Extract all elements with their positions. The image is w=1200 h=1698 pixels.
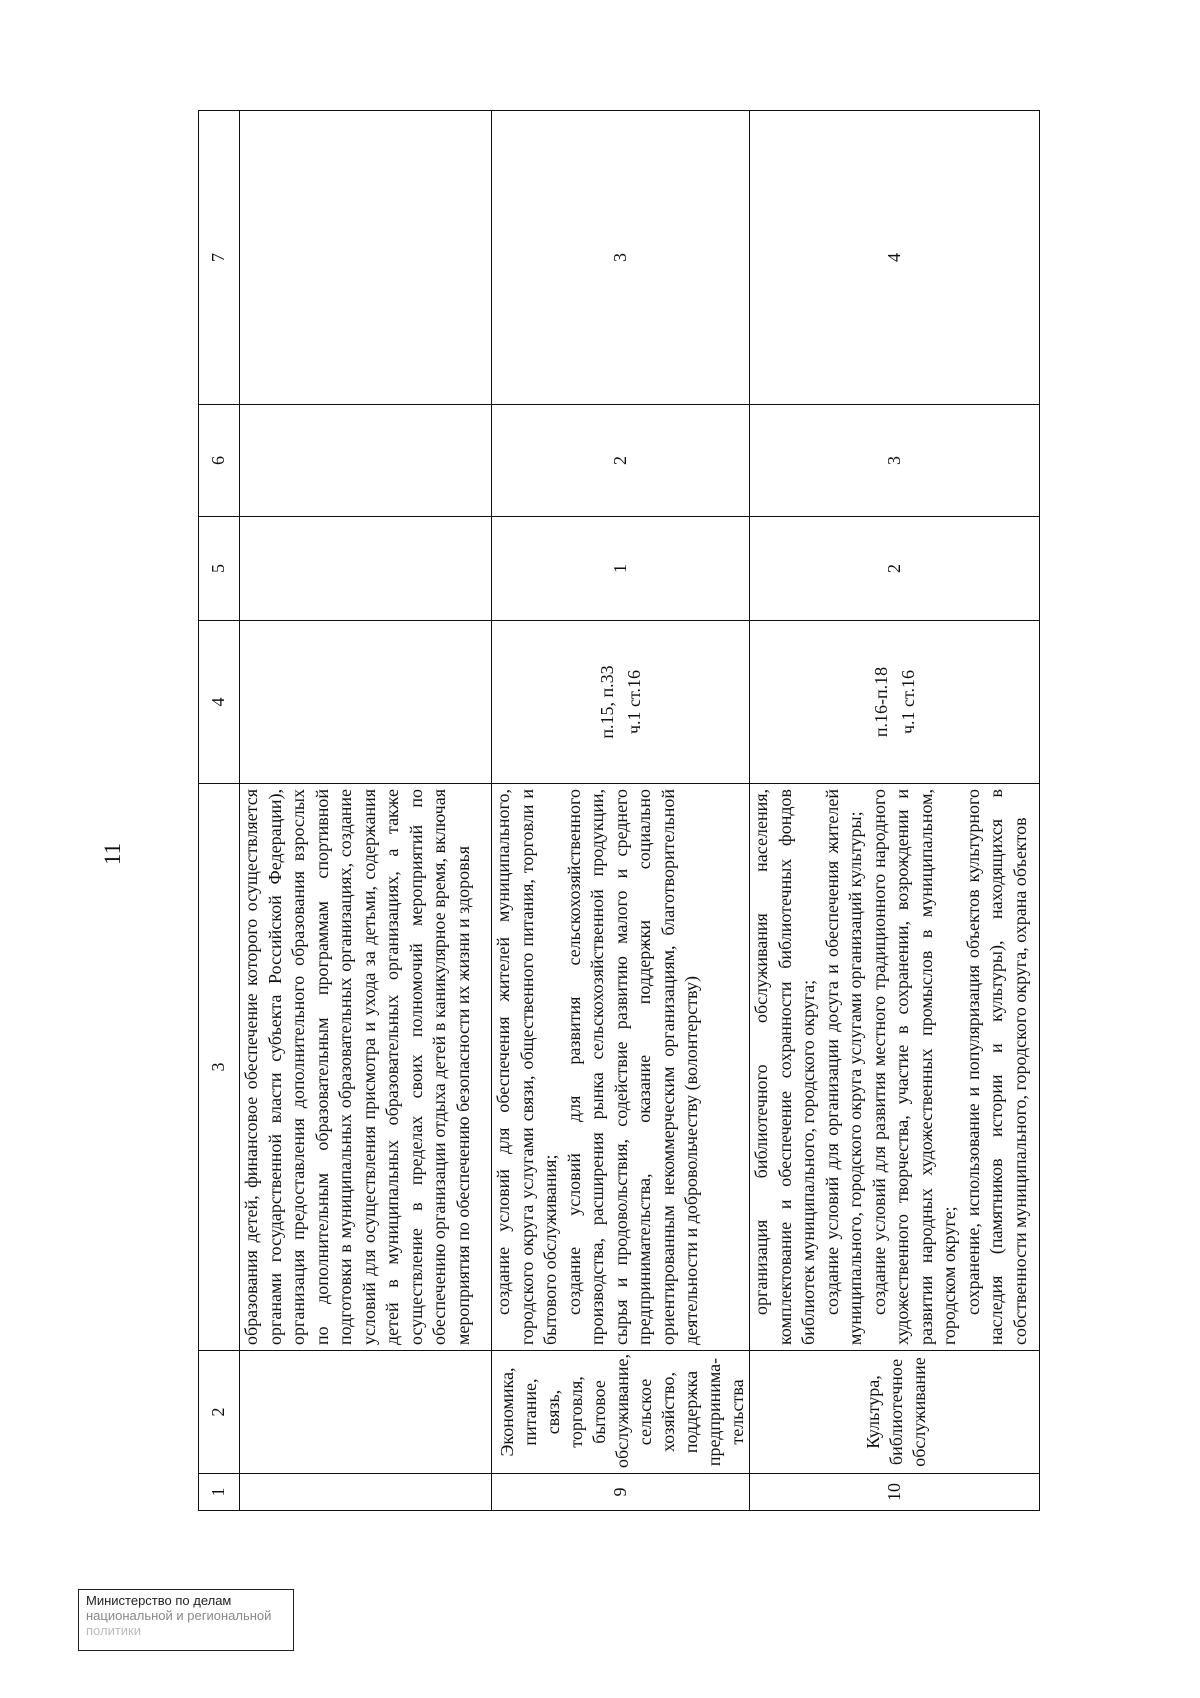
stamp-line: политики bbox=[86, 1623, 141, 1638]
table-wrapper bbox=[198, 111, 1098, 1511]
cell-empty bbox=[240, 111, 492, 405]
header-col-2: 2 bbox=[199, 1351, 240, 1474]
cell-empty bbox=[240, 405, 492, 517]
paragraph: создание условий для развития сельскохозяйственного производства, расширения рынка сельскохозяйственной продукции, сырья и продовольствия, содействие развитию малого и среднего предпринимательства, оказание поддержки социально ориентированным некоммерческим организациям, благотворительной деятельности и добровольчеству (волонтерству) bbox=[563, 789, 701, 1345]
row-category: Экономика, питание, связь, торговля, бытовое обслуживание, сельское хозяйство, поддержка предпринима-тельства bbox=[492, 1351, 750, 1474]
paragraph: создание условий для организации досуга и обеспечения жителей муниципального, городского округа услугами организаций культуры; bbox=[821, 789, 865, 1345]
header-col-1: 1 bbox=[199, 1474, 240, 1511]
header-col-6: 6 bbox=[199, 405, 240, 517]
paragraph: создание условий для обеспечения жителей муниципального, городского округа услугами связи, общественного питания, торговли и бытового обслуживания; bbox=[493, 789, 560, 1345]
reference-line: ч.1 ст.16 bbox=[897, 669, 918, 735]
table-row-continuation bbox=[240, 111, 492, 1511]
row-col7: 3 bbox=[492, 111, 750, 405]
stamp-line: Министерство по делам bbox=[86, 1593, 232, 1608]
row-description bbox=[492, 784, 750, 1351]
row-col6: 3 bbox=[750, 405, 1040, 517]
row-legal-reference bbox=[750, 621, 1040, 784]
row-col5: 1 bbox=[492, 517, 750, 621]
paragraph: сохранение, использование и популяризация объектов культурного наследия (памятников истории и культуры), находящихся в собственности муниципального, городского округа, охрана объектов bbox=[962, 789, 1030, 1345]
paragraph: создание условий для развития местного традиционного народного художественного творчества, участие в сохранении, возрождении и развитии народных художественных промыслов в муниципальном, городском округе; bbox=[868, 789, 959, 1345]
header-col-7: 7 bbox=[199, 111, 240, 405]
responsibility-table bbox=[198, 110, 1040, 1511]
row-number: 10 bbox=[750, 1474, 1040, 1511]
header-col-4: 4 bbox=[199, 621, 240, 784]
cell-empty bbox=[240, 517, 492, 621]
rotated-table-area bbox=[198, 111, 1098, 1511]
cell-empty bbox=[240, 621, 492, 784]
row-category: Культура, библиотечное обслуживание bbox=[750, 1351, 1040, 1474]
header-row bbox=[199, 111, 240, 1511]
cell-empty bbox=[240, 1351, 492, 1474]
paragraph: организация библиотечного обслуживания населения, комплектование и обеспечение сохранности библиотечных фондов библиотек муниципального, городского округа; bbox=[751, 789, 818, 1345]
row-col5: 2 bbox=[750, 517, 1040, 621]
reference-line: п.16-п.18 bbox=[870, 666, 891, 738]
row-description bbox=[750, 784, 1040, 1351]
row-col6: 2 bbox=[492, 405, 750, 517]
page-number: 11 bbox=[100, 842, 125, 866]
stamp-line: национальной и региональной bbox=[86, 1608, 272, 1623]
ministry-stamp bbox=[78, 1589, 294, 1651]
row-legal-reference bbox=[492, 621, 750, 784]
table-row-10 bbox=[750, 111, 1040, 1511]
reference-line: п.15, п.33 bbox=[596, 665, 617, 739]
cell-empty bbox=[240, 1474, 492, 1511]
table-row-9 bbox=[492, 111, 750, 1511]
header-col-5: 5 bbox=[199, 517, 240, 621]
header-col-3: 3 bbox=[199, 784, 240, 1351]
reference-line: ч.1 ст.16 bbox=[623, 669, 644, 735]
continuation-text: образования детей, финансовое обеспечение которого осуществляется органами государственной власти субъекта Российской Федерации), организация предоставления дополнительного образования взрослых по дополнительным образовательным программам спортивной подготовки в муниципальных образовательных организациях, создание условий для осуществления присмотра и ухода за детьми, содержания детей в муниципальных образовательных организациях, а также осуществление в пределах своих полномочий мероприятий по обеспечению организации отдыха детей в каникулярное время, включая мероприятия по обеспечению безопасности их жизни и здоровья bbox=[240, 784, 492, 1351]
row-col7: 4 bbox=[750, 111, 1040, 405]
row-number: 9 bbox=[492, 1474, 750, 1511]
